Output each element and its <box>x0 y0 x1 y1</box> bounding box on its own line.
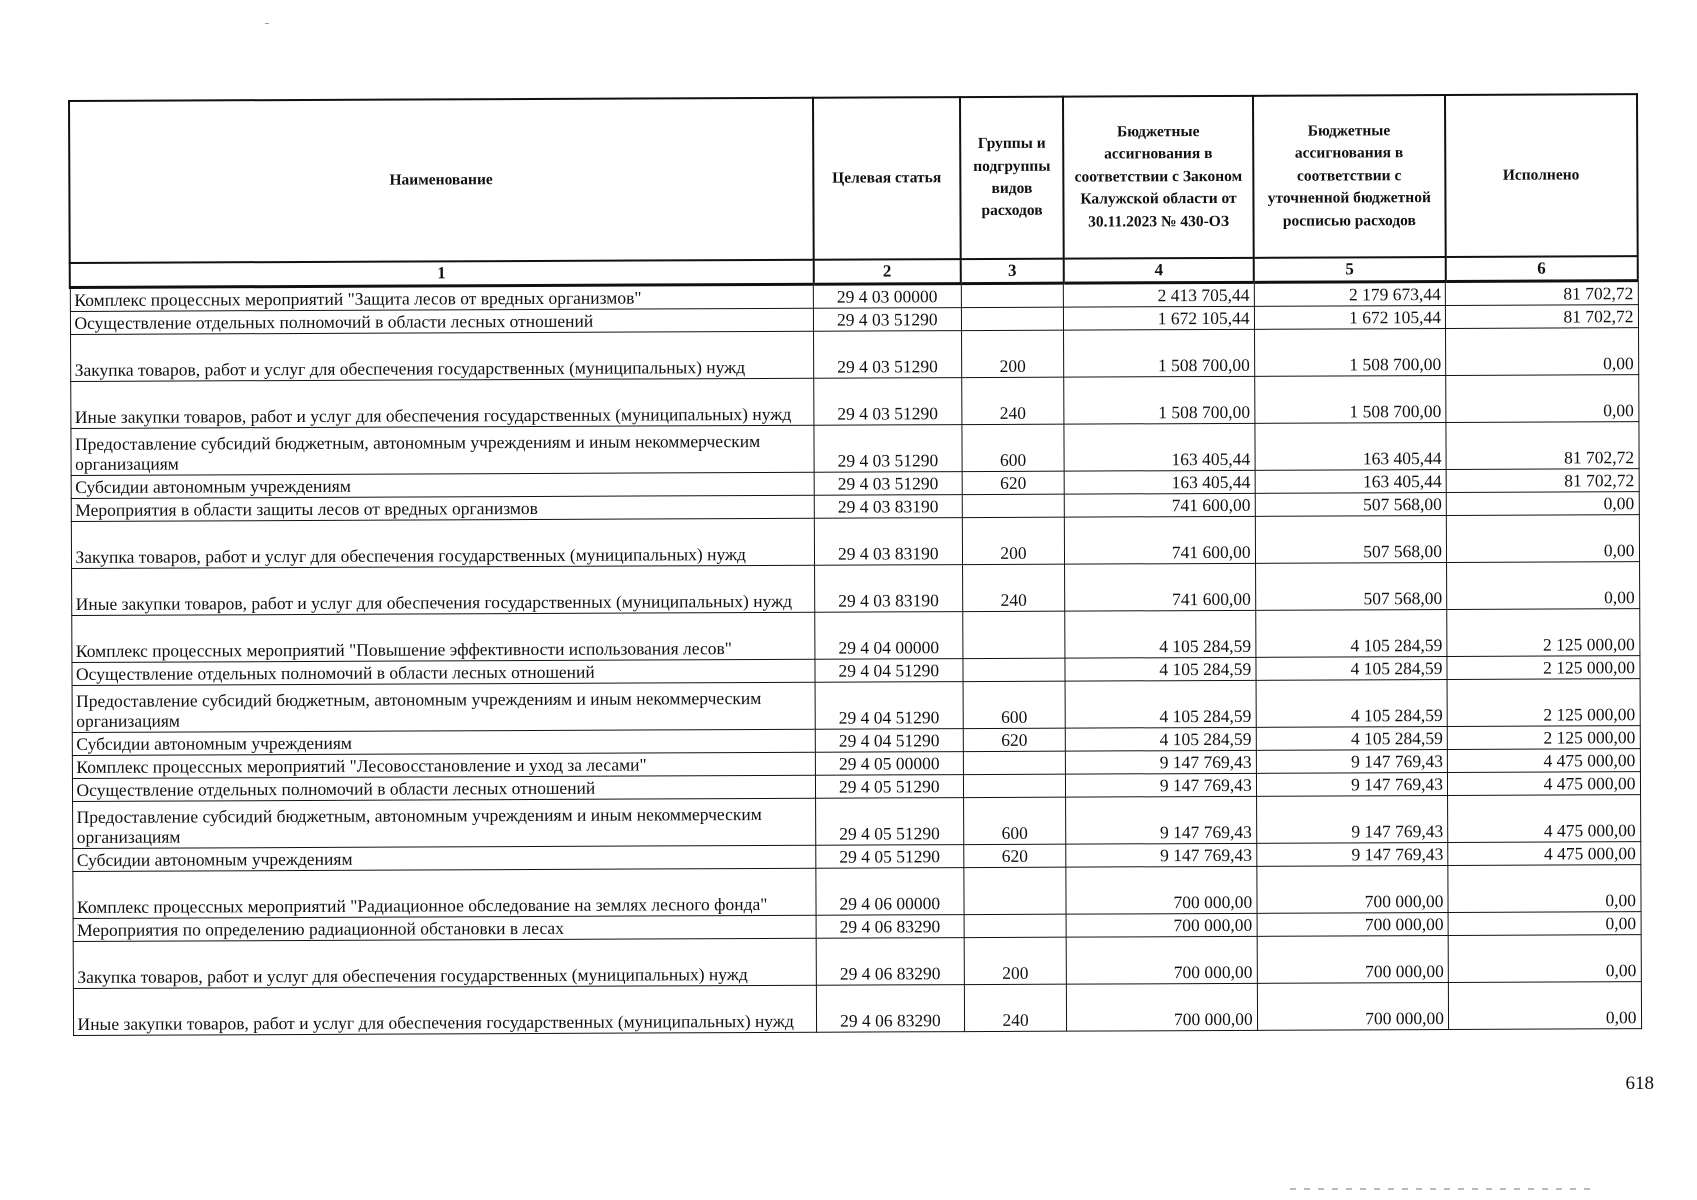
row-target-article: 29 4 03 51290 <box>814 425 962 473</box>
row-target-article: 29 4 03 83190 <box>814 518 962 566</box>
row-law-amount: 741 600,00 <box>1065 563 1255 611</box>
row-law-amount: 4 105 284,59 <box>1065 657 1255 681</box>
row-executed-amount: 2 125 000,00 <box>1447 656 1640 680</box>
row-law-amount: 163 405,44 <box>1064 423 1254 471</box>
row-name: Осуществление отдельных полномочий в области лесных отношений <box>72 775 816 801</box>
table-row <box>71 515 1639 569</box>
row-law-amount: 4 105 284,59 <box>1065 610 1255 658</box>
row-law-amount: 700 000,00 <box>1067 983 1257 1031</box>
row-target-article: 29 4 04 51290 <box>815 682 963 730</box>
row-executed-amount: 0,00 <box>1448 865 1641 913</box>
row-name: Комплекс процессных мероприятий "Защита лесов от вредных организмов" <box>70 284 814 311</box>
row-law-amount: 1 508 700,00 <box>1064 376 1254 424</box>
row-name: Комплекс процессных мероприятий "Радиационное обследование на землях лесного фонда" <box>72 868 816 918</box>
row-name: Закупка товаров, работ и услуг для обеспечения государственных (муниципальных) нужд <box>73 938 817 988</box>
row-refined-amount: 1 508 700,00 <box>1254 328 1446 376</box>
column-number: 3 <box>961 259 1064 284</box>
row-target-article: 29 4 05 51290 <box>816 798 964 846</box>
row-law-amount: 4 105 284,59 <box>1066 727 1256 751</box>
row-executed-amount: 0,00 <box>1447 562 1640 610</box>
row-expense-group <box>964 914 1067 937</box>
row-expense-group: 620 <box>963 728 1066 751</box>
row-law-amount: 163 405,44 <box>1065 470 1255 494</box>
header-row <box>69 94 1638 263</box>
row-expense-group <box>962 494 1065 517</box>
row-refined-amount: 2 179 673,44 <box>1254 281 1445 306</box>
table-row <box>70 328 1638 382</box>
row-executed-amount: 4 475 000,00 <box>1447 749 1640 773</box>
row-refined-amount: 4 105 284,59 <box>1256 656 1447 680</box>
row-expense-group: 240 <box>961 377 1064 424</box>
row-target-article: 29 4 06 83290 <box>816 985 964 1033</box>
row-target-article: 29 4 05 51290 <box>816 845 964 869</box>
document-sheet <box>68 93 1642 1036</box>
row-name: Осуществление отдельных полномочий в области лесных отношений <box>71 659 815 685</box>
table-row <box>70 375 1638 429</box>
row-executed-amount: 81 702,72 <box>1446 469 1639 493</box>
row-law-amount: 741 600,00 <box>1065 516 1255 564</box>
header-executed: Исполнено <box>1445 94 1638 257</box>
row-name: Субсидии автономным учреждениям <box>72 729 816 755</box>
column-number: 2 <box>813 259 961 284</box>
header-expense-groups: Группы и подгруппы видов расходов <box>960 97 1063 259</box>
row-law-amount: 9 147 769,43 <box>1066 843 1256 867</box>
row-executed-amount: 81 702,72 <box>1446 422 1639 470</box>
row-name: Субсидии автономным учреждениям <box>72 845 816 871</box>
row-target-article: 29 4 03 51290 <box>814 331 962 379</box>
column-number: 6 <box>1445 256 1638 281</box>
row-law-amount: 9 147 769,43 <box>1066 796 1256 844</box>
row-executed-amount: 0,00 <box>1446 515 1639 563</box>
row-expense-group <box>963 658 1066 681</box>
row-expense-group: 620 <box>963 844 1066 867</box>
row-refined-amount: 1 672 105,44 <box>1254 305 1445 329</box>
row-executed-amount: 81 702,72 <box>1445 281 1638 306</box>
row-name: Иные закупки товаров, работ и услуг для обеспечения государственных (муниципальных) нужд <box>71 565 815 615</box>
row-executed-amount: 2 125 000,00 <box>1447 609 1640 657</box>
row-refined-amount: 163 405,44 <box>1255 469 1446 493</box>
scan-speck <box>265 23 269 24</box>
row-refined-amount: 4 105 284,59 <box>1256 679 1448 727</box>
row-refined-amount: 700 000,00 <box>1257 935 1449 983</box>
row-expense-group: 240 <box>962 564 1065 611</box>
row-law-amount: 700 000,00 <box>1066 913 1256 937</box>
row-executed-amount: 0,00 <box>1448 982 1641 1030</box>
row-executed-amount: 4 475 000,00 <box>1448 795 1641 843</box>
row-target-article: 29 4 03 51290 <box>814 472 962 496</box>
row-target-article: 29 4 05 51290 <box>815 775 963 799</box>
row-expense-group <box>963 751 1066 774</box>
row-target-article: 29 4 06 00000 <box>816 868 964 916</box>
row-law-amount: 9 147 769,43 <box>1066 750 1256 774</box>
header-name: Наименование <box>69 98 813 263</box>
row-refined-amount: 700 000,00 <box>1257 912 1448 936</box>
table-row <box>71 562 1639 616</box>
row-name: Мероприятия в области защиты лесов от вредных организмов <box>71 495 815 521</box>
row-name: Закупка товаров, работ и услуг для обеспечения государственных (муниципальных) нужд <box>71 518 815 568</box>
row-refined-amount: 4 105 284,59 <box>1255 609 1447 657</box>
row-target-article: 29 4 04 51290 <box>815 729 963 753</box>
row-law-amount: 700 000,00 <box>1066 866 1256 914</box>
row-executed-amount: 2 125 000,00 <box>1447 679 1640 727</box>
row-expense-group: 200 <box>964 937 1067 984</box>
row-expense-group <box>963 774 1066 797</box>
column-number: 4 <box>1064 258 1254 283</box>
budget-table <box>68 93 1642 1036</box>
row-expense-group: 200 <box>962 517 1065 564</box>
page-number: 618 <box>1625 1073 1654 1094</box>
row-law-amount: 1 672 105,44 <box>1064 306 1254 330</box>
row-name: Предоставление субсидий бюджетным, автономным учреждениям и иным некоммерческим организациям <box>72 682 816 732</box>
row-expense-group: 600 <box>963 797 1066 844</box>
row-refined-amount: 9 147 769,43 <box>1256 795 1448 843</box>
row-target-article: 29 4 04 51290 <box>815 659 963 683</box>
row-name: Предоставление субсидий бюджетным, автономным учреждениям и иным некоммерческим организациям <box>72 798 816 848</box>
row-name: Субсидии автономным учреждениям <box>71 472 815 498</box>
row-law-amount: 4 105 284,59 <box>1065 680 1255 728</box>
row-refined-amount: 163 405,44 <box>1255 422 1447 470</box>
table-row <box>72 679 1640 733</box>
row-refined-amount: 9 147 769,43 <box>1256 749 1447 773</box>
row-refined-amount: 1 508 700,00 <box>1254 375 1446 423</box>
row-target-article: 29 4 06 83290 <box>816 915 964 939</box>
row-executed-amount: 0,00 <box>1448 912 1641 936</box>
table-row <box>72 795 1640 849</box>
row-refined-amount: 507 568,00 <box>1255 515 1447 563</box>
row-target-article: 29 4 05 00000 <box>815 752 963 776</box>
table-row <box>73 935 1641 989</box>
row-expense-group: 600 <box>962 424 1065 471</box>
row-name: Предоставление субсидий бюджетным, автономным учреждениям и иным некоммерческим организациям <box>70 425 814 475</box>
row-law-amount: 1 508 700,00 <box>1064 329 1254 377</box>
row-refined-amount: 700 000,00 <box>1257 865 1449 913</box>
row-expense-group: 240 <box>964 984 1067 1031</box>
column-number: 1 <box>70 260 814 288</box>
scan-footer-mark <box>1290 1188 1590 1190</box>
row-law-amount: 9 147 769,43 <box>1066 773 1256 797</box>
table-row <box>73 982 1641 1036</box>
row-target-article: 29 4 03 51290 <box>814 378 962 426</box>
row-executed-amount: 0,00 <box>1446 492 1639 516</box>
header-target-article: Целевая статья <box>813 97 961 260</box>
row-refined-amount: 9 147 769,43 <box>1256 772 1447 796</box>
row-target-article: 29 4 06 83290 <box>816 938 964 986</box>
row-executed-amount: 0,00 <box>1446 375 1639 423</box>
row-target-article: 29 4 03 83190 <box>815 565 963 613</box>
row-executed-amount: 0,00 <box>1446 328 1639 376</box>
row-refined-amount: 507 568,00 <box>1255 492 1446 516</box>
row-expense-group: 600 <box>963 681 1066 728</box>
table-row <box>70 422 1638 476</box>
row-expense-group <box>961 283 1064 307</box>
table-row <box>72 865 1640 919</box>
header-law-allocations: Бюджетные ассигнования в соответствии с Законом Калужской области от 30.11.2023 № 430-ОЗ <box>1063 96 1254 259</box>
row-executed-amount: 81 702,72 <box>1445 305 1638 329</box>
row-law-amount: 700 000,00 <box>1067 936 1257 984</box>
row-refined-amount: 700 000,00 <box>1257 982 1449 1030</box>
row-law-amount: 741 600,00 <box>1065 493 1255 517</box>
row-target-article: 29 4 04 00000 <box>815 612 963 660</box>
column-number: 5 <box>1254 257 1445 282</box>
row-refined-amount: 9 147 769,43 <box>1256 842 1447 866</box>
row-executed-amount: 4 475 000,00 <box>1447 772 1640 796</box>
row-expense-group <box>963 867 1066 914</box>
row-name: Комплекс процессных мероприятий "Повышение эффективности использования лесов" <box>71 612 815 662</box>
row-expense-group: 200 <box>961 330 1064 377</box>
header-refined-allocations: Бюджетные ассигнования в соответствии с уточненной бюджетной росписью расходов <box>1253 95 1445 258</box>
row-name: Осуществление отдельных полномочий в области лесных отношений <box>70 308 814 334</box>
row-law-amount: 2 413 705,44 <box>1064 282 1254 307</box>
row-expense-group <box>962 611 1065 658</box>
row-executed-amount: 2 125 000,00 <box>1447 726 1640 750</box>
row-refined-amount: 507 568,00 <box>1255 562 1447 610</box>
table-row <box>71 609 1639 663</box>
row-name: Иные закупки товаров, работ и услуг для обеспечения государственных (муниципальных) нужд <box>73 985 817 1035</box>
row-expense-group <box>961 307 1064 330</box>
row-target-article: 29 4 03 51290 <box>813 308 961 332</box>
row-expense-group: 620 <box>962 471 1065 494</box>
row-name: Иные закупки товаров, работ и услуг для обеспечения государственных (муниципальных) нужд <box>70 378 814 428</box>
row-executed-amount: 4 475 000,00 <box>1448 842 1641 866</box>
row-target-article: 29 4 03 83190 <box>814 495 962 519</box>
row-name: Закупка товаров, работ и услуг для обеспечения государственных (муниципальных) нужд <box>70 331 814 381</box>
row-executed-amount: 0,00 <box>1448 935 1641 983</box>
row-name: Мероприятия по определению радиационной обстановки в лесах <box>73 915 817 941</box>
row-refined-amount: 4 105 284,59 <box>1256 726 1447 750</box>
row-target-article: 29 4 03 00000 <box>813 284 961 309</box>
row-name: Комплекс процессных мероприятий "Лесовосстановление и уход за лесами" <box>72 752 816 778</box>
